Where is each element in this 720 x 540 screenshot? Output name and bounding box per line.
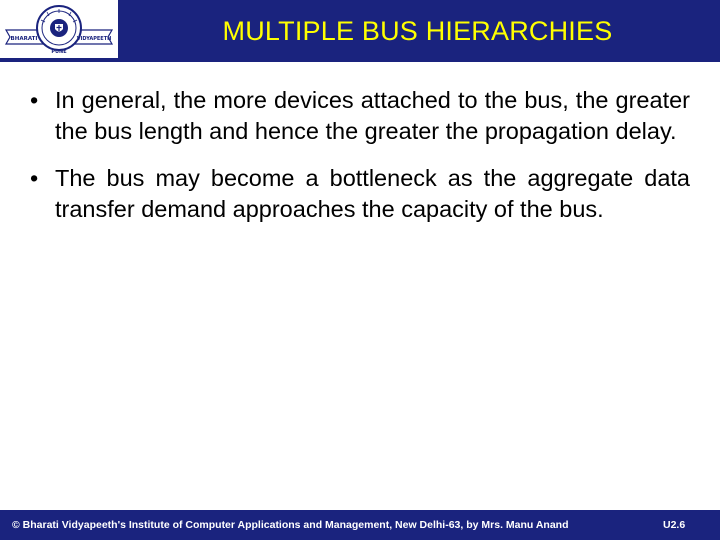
bullet-marker: • [30, 87, 39, 113]
bullet-item [30, 85, 690, 147]
bullet-item [30, 163, 690, 225]
footer-bar [0, 510, 720, 540]
logo [0, 0, 118, 58]
svg-text:BHARATI: BHARATI [10, 36, 38, 42]
slide-body [30, 85, 690, 241]
bharati-vidyapeeth-seal-icon [0, 0, 118, 58]
slide-number: U2.6 [663, 519, 686, 531]
slide-title: MULTIPLE BUS HIERARCHIES [222, 16, 613, 46]
bullet-text: In general, the more devices attached to the bus, the greater the bus length and hence the greater the propagation delay. [55, 87, 690, 144]
header-bar [0, 0, 720, 62]
svg-text:VIDYAPEETH: VIDYAPEETH [76, 36, 112, 42]
bullet-text: The bus may become a bottleneck as the aggregate data transfer demand approaches the capacity of the bus. [55, 165, 690, 222]
bullet-marker: • [30, 165, 39, 191]
footer-credit: © Bharati Vidyapeeth's Institute of Computer Applications and Management, New Delhi-63, by Mrs. Manu Anand [12, 519, 569, 531]
svg-text:PUNE: PUNE [51, 49, 67, 55]
